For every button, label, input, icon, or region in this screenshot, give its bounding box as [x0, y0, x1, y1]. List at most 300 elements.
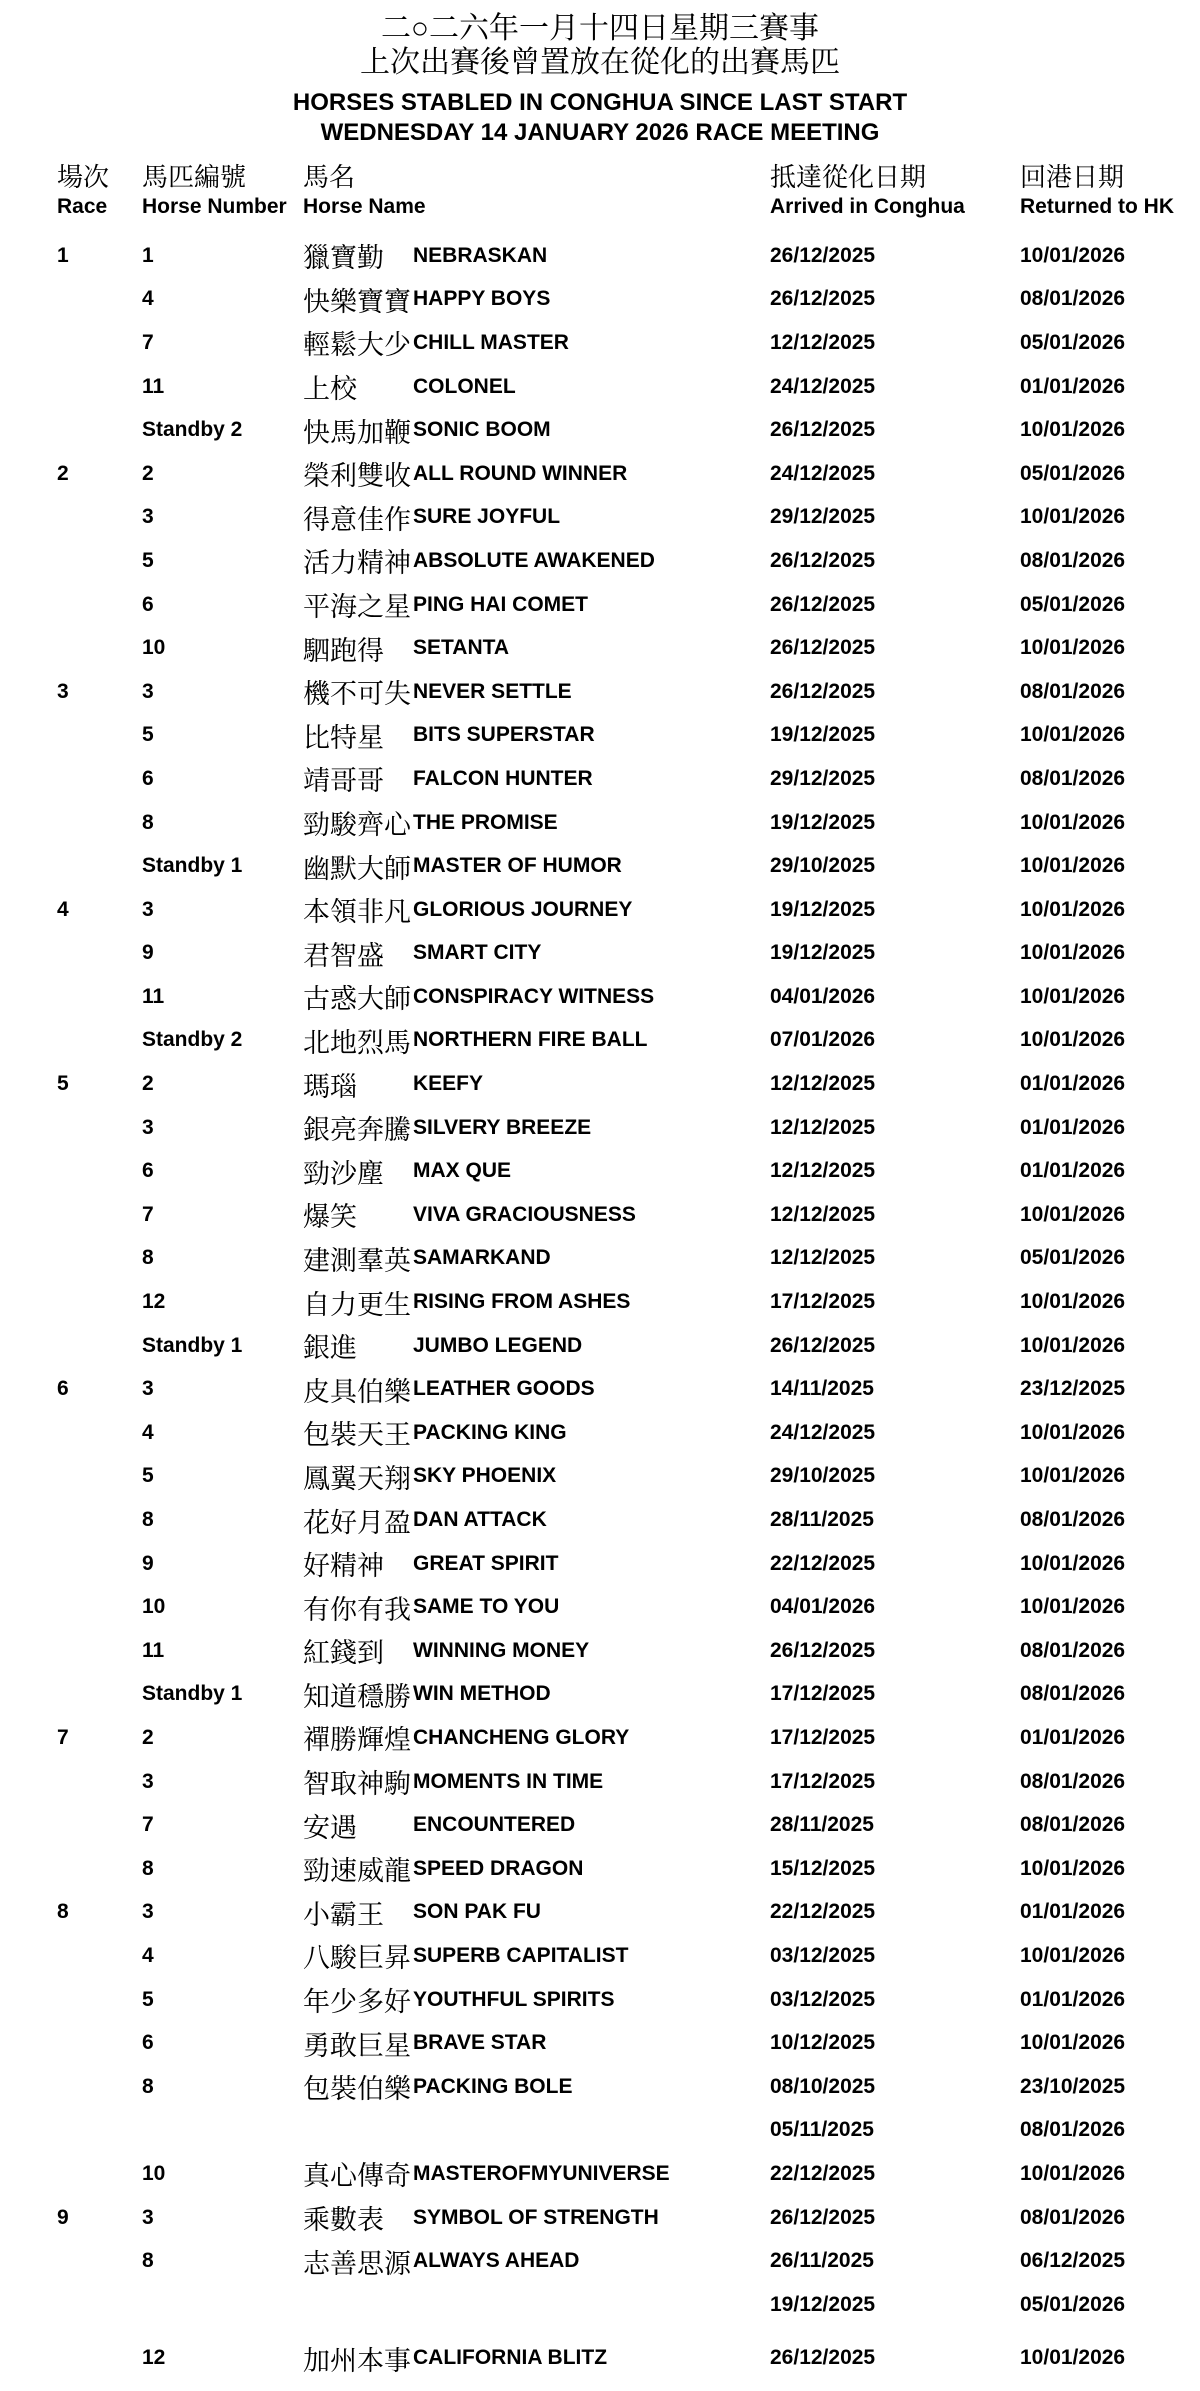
- horse-name-english-cell: SONIC BOOM: [413, 418, 551, 442]
- horse-name-english-cell: NEVER SETTLE: [413, 679, 572, 703]
- returned-date-cell: 08/01/2026: [1020, 766, 1126, 790]
- returned-date-cell: 10/01/2026: [1020, 243, 1126, 267]
- returned-date-cell: 08/01/2026: [1020, 1769, 1126, 1793]
- horse-number-cell: 5: [142, 723, 154, 747]
- returned-date-cell: 10/01/2026: [1020, 984, 1126, 1008]
- arrived-date-cell: 12/12/2025: [770, 1246, 876, 1270]
- horse-number-cell: 7: [142, 1813, 154, 1837]
- header-race-zh: 場次: [57, 162, 110, 192]
- horse-number-cell: 3: [142, 679, 154, 703]
- returned-date-cell: 10/01/2026: [1020, 2161, 1126, 2185]
- horse-name-english-cell: ALL ROUND WINNER: [413, 461, 628, 485]
- table-row: [0, 626, 1200, 670]
- horse-name-english-cell: FALCON HUNTER: [413, 766, 593, 790]
- table-row: [0, 2196, 1200, 2240]
- horse-name-chinese-cell: 有你有我: [303, 1594, 411, 1625]
- arrived-date-cell: 15/12/2025: [770, 1856, 876, 1880]
- arrived-date-cell: 17/12/2025: [770, 1290, 876, 1314]
- horse-name-english-cell: WIN METHOD: [413, 1682, 551, 1706]
- table-row: [0, 1585, 1200, 1629]
- horse-name-english-cell: CHILL MASTER: [413, 330, 569, 354]
- table-row: [0, 1716, 1200, 1760]
- header-horse-number-zh: 馬匹編號: [142, 162, 247, 192]
- arrived-date-cell: 26/12/2025: [770, 679, 876, 703]
- horse-name-chinese-cell: 乘數表: [303, 2205, 384, 2236]
- horse-number-cell: 3: [142, 1377, 154, 1401]
- arrived-date-cell: 26/12/2025: [770, 2346, 876, 2370]
- arrived-date-cell: 22/12/2025: [770, 1551, 876, 1575]
- returned-date-cell: 08/01/2026: [1020, 287, 1126, 311]
- table-row: [0, 496, 1200, 540]
- horse-number-cell: Standby 2: [142, 1028, 243, 1052]
- horse-name-english-cell: HAPPY BOYS: [413, 287, 551, 311]
- returned-date-cell: 01/01/2026: [1020, 1987, 1126, 2011]
- horse-name-chinese-cell: 鳳翼天翔: [303, 1463, 411, 1494]
- arrived-date-cell: 28/11/2025: [770, 1508, 874, 1532]
- column-headers-english: [0, 192, 1200, 222]
- horse-number-cell: 7: [142, 330, 154, 354]
- returned-date-cell: 01/01/2026: [1020, 1072, 1126, 1096]
- horse-name-english-cell: KEEFY: [413, 1072, 484, 1096]
- horse-name-chinese-cell: 瑪瑙: [303, 1071, 357, 1102]
- horse-number-cell: Standby 1: [142, 854, 243, 878]
- returned-date-cell: 05/01/2026: [1020, 1246, 1126, 1270]
- returned-date-cell: 10/01/2026: [1020, 854, 1126, 878]
- table-row: [0, 844, 1200, 888]
- horse-name-chinese-cell: 北地烈馬: [303, 1027, 411, 1058]
- arrived-date-cell: 26/12/2025: [770, 243, 876, 267]
- arrived-date-cell: 29/12/2025: [770, 505, 876, 529]
- race-number-cell: 2: [57, 461, 69, 485]
- table-row: [0, 1019, 1200, 1063]
- returned-date-cell: 10/01/2026: [1020, 1856, 1126, 1880]
- horse-number-cell: 8: [142, 2074, 154, 2098]
- horse-number-cell: 10: [142, 1595, 166, 1619]
- table-row: [0, 365, 1200, 409]
- horse-number-cell: 3: [142, 1115, 154, 1139]
- horse-name-chinese-cell: 幽默大師: [303, 853, 411, 884]
- arrived-date-cell: 17/12/2025: [770, 1769, 876, 1793]
- table-row: [0, 278, 1200, 322]
- race-number-cell: 6: [57, 1377, 69, 1401]
- arrived-date-cell: 28/11/2025: [770, 1813, 874, 1837]
- horse-number-cell: 5: [142, 548, 154, 572]
- horse-number-cell: 6: [142, 1159, 154, 1183]
- horse-name-english-cell: MASTER OF HUMOR: [413, 854, 622, 878]
- horse-name-chinese-cell: 靖哥哥: [303, 766, 384, 797]
- horse-name-chinese-cell: 比特星: [303, 722, 384, 753]
- returned-date-cell: 10/01/2026: [1020, 636, 1126, 660]
- horse-name-english-cell: SETANTA: [413, 636, 510, 660]
- returned-date-cell: 08/01/2026: [1020, 548, 1126, 572]
- returned-date-cell: 08/01/2026: [1020, 1508, 1126, 1532]
- horse-name-chinese-cell: 勁速威龍: [303, 1856, 411, 1887]
- header-horse-number-en: Horse Number: [142, 195, 287, 218]
- horse-number-cell: 8: [142, 810, 154, 834]
- table-row: [0, 2065, 1200, 2109]
- arrived-date-cell: 05/11/2025: [770, 2118, 874, 2142]
- arrived-date-cell: 19/12/2025: [770, 723, 876, 747]
- arrived-date-cell: 12/12/2025: [770, 1115, 876, 1139]
- horse-name-english-cell: NORTHERN FIRE BALL: [413, 1028, 648, 1052]
- horse-number-cell: 10: [142, 636, 166, 660]
- header-horse-name-en: Horse Name: [303, 195, 426, 218]
- arrived-date-cell: 24/12/2025: [770, 374, 876, 398]
- horse-name-chinese-cell: 榮利雙收: [303, 461, 411, 492]
- race-number-cell: 8: [57, 1900, 69, 1924]
- arrived-date-cell: 26/12/2025: [770, 592, 876, 616]
- table-row: [0, 234, 1200, 278]
- horse-name-chinese-cell: 真心傳奇: [303, 2161, 411, 2192]
- table-row: [0, 1629, 1200, 1673]
- horse-number-cell: 4: [142, 1943, 154, 1967]
- arrived-date-cell: 26/12/2025: [770, 1638, 876, 1662]
- horse-name-english-cell: SILVERY BREEZE: [413, 1115, 592, 1139]
- horse-number-cell: 3: [142, 897, 154, 921]
- horse-number-cell: 2: [142, 461, 154, 485]
- horse-name-english-cell: JUMBO LEGEND: [413, 1333, 583, 1357]
- table-row: [0, 801, 1200, 845]
- horse-name-english-cell: MASTEROFMYUNIVERSE: [413, 2161, 670, 2185]
- arrived-date-cell: 26/12/2025: [770, 548, 876, 572]
- horse-name-english-cell: MAX QUE: [413, 1159, 512, 1183]
- table-row: [0, 321, 1200, 365]
- horse-name-chinese-cell: 得意佳作: [303, 504, 411, 535]
- race-number-cell: 4: [57, 897, 69, 921]
- horse-name-chinese-cell: 本領非凡: [303, 897, 411, 928]
- table-row: [0, 583, 1200, 627]
- table-row: [0, 1280, 1200, 1324]
- arrived-date-cell: 03/12/2025: [770, 1987, 876, 2011]
- horse-name-chinese-cell: 志善思源: [303, 2248, 411, 2279]
- table-row: [0, 670, 1200, 714]
- horse-number-cell: 7: [142, 1202, 154, 1226]
- arrived-date-cell: 26/12/2025: [770, 418, 876, 442]
- horse-number-cell: Standby 1: [142, 1333, 243, 1357]
- arrived-date-cell: 26/12/2025: [770, 1333, 876, 1357]
- header-arrived-en: Arrived in Conghua: [770, 195, 965, 218]
- horse-number-cell: 11: [142, 374, 165, 398]
- horse-name-chinese-cell: 自力更生: [303, 1289, 411, 1320]
- horse-name-chinese-cell: 知道穩勝: [303, 1681, 411, 1712]
- header-returned-en: Returned to HK: [1020, 195, 1174, 218]
- arrived-date-cell: 12/12/2025: [770, 1072, 876, 1096]
- horse-name-english-cell: SYMBOL OF STRENGTH: [413, 2205, 659, 2229]
- horse-name-english-cell: SUPERB CAPITALIST: [413, 1943, 629, 1967]
- arrived-date-cell: 04/01/2026: [770, 1595, 876, 1619]
- horse-name-english-cell: SURE JOYFUL: [413, 505, 561, 529]
- horse-name-chinese-cell: 加州本事: [303, 2345, 411, 2376]
- arrived-date-cell: 12/12/2025: [770, 330, 876, 354]
- returned-date-cell: 10/01/2026: [1020, 1595, 1126, 1619]
- race-number-cell: 3: [57, 679, 69, 703]
- horse-name-chinese-cell: 獵寶勤: [303, 243, 384, 274]
- horse-number-cell: 10: [142, 2161, 166, 2185]
- returned-date-cell: 10/01/2026: [1020, 1290, 1126, 1314]
- returned-date-cell: 10/01/2026: [1020, 941, 1126, 965]
- returned-date-cell: 08/01/2026: [1020, 2205, 1126, 2229]
- arrived-date-cell: 08/10/2025: [770, 2074, 876, 2098]
- arrived-date-cell: 26/12/2025: [770, 2205, 876, 2229]
- returned-date-cell: 10/01/2026: [1020, 897, 1126, 921]
- horse-name-chinese-cell: 爆笑: [303, 1202, 357, 1233]
- horse-name-english-cell: SAMARKAND: [413, 1246, 551, 1270]
- horse-name-english-cell: ENCOUNTERED: [413, 1813, 576, 1837]
- table-row: [0, 1193, 1200, 1237]
- returned-date-cell: 10/01/2026: [1020, 2031, 1126, 2055]
- horse-number-cell: 8: [142, 1246, 154, 1270]
- race-number-cell: 1: [57, 243, 69, 267]
- table-row: [0, 1542, 1200, 1586]
- horse-number-cell: 6: [142, 592, 154, 616]
- returned-date-cell: 23/12/2025: [1020, 1377, 1126, 1401]
- horse-number-cell: Standby 2: [142, 418, 243, 442]
- returned-date-cell: 01/01/2026: [1020, 1159, 1126, 1183]
- horse-number-cell: Standby 1: [142, 1682, 243, 1706]
- table-row: [0, 1062, 1200, 1106]
- arrived-date-cell: 29/10/2025: [770, 1464, 876, 1488]
- horse-name-english-cell: BITS SUPERSTAR: [413, 723, 595, 747]
- arrived-date-cell: 03/12/2025: [770, 1943, 876, 1967]
- returned-date-cell: 10/01/2026: [1020, 1202, 1126, 1226]
- horse-name-english-cell: CALIFORNIA BLITZ: [413, 2346, 608, 2370]
- horse-name-english-cell: GLORIOUS JOURNEY: [413, 897, 633, 921]
- returned-date-cell: 05/01/2026: [1020, 2292, 1126, 2316]
- horse-name-chinese-cell: 銀亮奔騰: [303, 1115, 411, 1146]
- arrived-date-cell: 24/12/2025: [770, 461, 876, 485]
- returned-date-cell: 01/01/2026: [1020, 1115, 1126, 1139]
- race-number-cell: 7: [57, 1725, 69, 1749]
- horse-number-cell: 8: [142, 1508, 154, 1532]
- returned-date-cell: 10/01/2026: [1020, 1551, 1126, 1575]
- horse-name-english-cell: RISING FROM ASHES: [413, 1290, 631, 1314]
- table-row: [0, 1673, 1200, 1717]
- horse-number-cell: 6: [142, 766, 154, 790]
- table-row: [0, 2239, 1200, 2283]
- horse-name-chinese-cell: 活力精神: [303, 548, 411, 579]
- arrived-date-cell: 22/12/2025: [770, 1900, 876, 1924]
- horse-number-cell: 6: [142, 2031, 154, 2055]
- arrived-date-cell: 17/12/2025: [770, 1725, 876, 1749]
- horse-number-cell: 3: [142, 1769, 154, 1793]
- arrived-date-cell: 04/01/2026: [770, 984, 876, 1008]
- table-row: [0, 2152, 1200, 2196]
- horse-number-cell: 9: [142, 1551, 154, 1575]
- horse-number-cell: 9: [142, 941, 154, 965]
- returned-date-cell: 10/01/2026: [1020, 2346, 1126, 2370]
- table-row: [0, 932, 1200, 976]
- returned-date-cell: 10/01/2026: [1020, 1028, 1126, 1052]
- table-row: [0, 1367, 1200, 1411]
- returned-date-cell: 01/01/2026: [1020, 1725, 1126, 1749]
- horse-name-chinese-cell: 包裝伯樂: [303, 2074, 411, 2105]
- arrived-date-cell: 19/12/2025: [770, 897, 876, 921]
- table-row: [0, 2337, 1200, 2381]
- horse-number-cell: 2: [142, 1725, 154, 1749]
- horse-name-chinese-cell: 古惑大師: [303, 984, 411, 1015]
- arrived-date-cell: 19/12/2025: [770, 941, 876, 965]
- title-english-line1: HORSES STABLED IN CONGHUA SINCE LAST START: [292, 89, 908, 116]
- table-row: [0, 1324, 1200, 1368]
- returned-date-cell: 01/01/2026: [1020, 374, 1126, 398]
- returned-date-cell: 10/01/2026: [1020, 505, 1126, 529]
- horse-name-chinese-cell: 紅錢到: [303, 1638, 384, 1669]
- horse-name-english-cell: VIVA GRACIOUSNESS: [413, 1202, 636, 1226]
- horse-name-chinese-cell: 年少多好: [303, 1987, 411, 2018]
- arrived-date-cell: 26/12/2025: [770, 287, 876, 311]
- horse-name-english-cell: NEBRASKAN: [413, 243, 548, 267]
- horse-name-chinese-cell: 快馬加鞭: [303, 417, 411, 448]
- returned-date-cell: 10/01/2026: [1020, 418, 1126, 442]
- horse-name-english-cell: GREAT SPIRIT: [413, 1551, 559, 1575]
- horse-name-chinese-cell: 好精神: [303, 1551, 384, 1582]
- horse-name-chinese-cell: 禪勝輝煌: [303, 1725, 411, 1756]
- horse-number-cell: 4: [142, 1420, 154, 1444]
- arrived-date-cell: 17/12/2025: [770, 1682, 876, 1706]
- title-chinese-line1: 二○二六年一月十四日星期三賽事: [380, 12, 820, 45]
- horse-name-english-cell: LEATHER GOODS: [413, 1377, 595, 1401]
- horse-number-cell: 5: [142, 1464, 154, 1488]
- returned-date-cell: 10/01/2026: [1020, 1420, 1126, 1444]
- horse-name-chinese-cell: 八駿巨昇: [303, 1943, 411, 1974]
- arrived-date-cell: 29/10/2025: [770, 854, 876, 878]
- header-race-en: Race: [57, 195, 108, 218]
- table-row: [0, 1498, 1200, 1542]
- table-row: [0, 888, 1200, 932]
- table-row: [0, 975, 1200, 1019]
- returned-date-cell: 10/01/2026: [1020, 1333, 1126, 1357]
- title-chinese-line2: 上次出賽後曾置放在從化的出賽馬匹: [360, 46, 840, 79]
- horse-name-chinese-cell: 包裝天王: [303, 1420, 411, 1451]
- horse-name-chinese-cell: 平海之星: [303, 592, 411, 623]
- returned-date-cell: 08/01/2026: [1020, 1682, 1126, 1706]
- horse-name-chinese-cell: 小霸王: [303, 1899, 384, 1930]
- table-row: [0, 539, 1200, 583]
- horse-number-cell: 12: [142, 2346, 166, 2370]
- arrived-date-cell: 22/12/2025: [770, 2161, 876, 2185]
- horse-name-english-cell: SMART CITY: [413, 941, 542, 965]
- horse-number-cell: 2: [142, 1072, 154, 1096]
- header-returned-zh: 回港日期: [1020, 162, 1125, 192]
- horse-name-chinese-cell: 君智盛: [303, 940, 384, 971]
- arrived-date-cell: 29/12/2025: [770, 766, 876, 790]
- horse-name-chinese-cell: 銀進: [303, 1333, 357, 1364]
- arrived-date-cell: 19/12/2025: [770, 810, 876, 834]
- table-row: [0, 2021, 1200, 2065]
- returned-date-cell: 08/01/2026: [1020, 2118, 1126, 2142]
- horse-name-english-cell: ABSOLUTE AWAKENED: [413, 548, 655, 572]
- horse-name-chinese-cell: 勇敢巨星: [303, 2030, 411, 2061]
- table-row: [0, 1803, 1200, 1847]
- horse-name-chinese-cell: 駟跑得: [303, 635, 384, 666]
- arrived-date-cell: 19/12/2025: [770, 2292, 876, 2316]
- header-arrived-zh: 抵達從化日期: [770, 162, 927, 192]
- horse-name-chinese-cell: 勁沙塵: [303, 1158, 384, 1189]
- table-row: [0, 1106, 1200, 1150]
- horse-name-chinese-cell: 上校: [303, 374, 357, 405]
- horse-number-cell: 5: [142, 1987, 154, 2011]
- returned-date-cell: 10/01/2026: [1020, 1464, 1126, 1488]
- horse-name-english-cell: WINNING MONEY: [413, 1638, 590, 1662]
- horse-name-english-cell: ALWAYS AHEAD: [413, 2249, 580, 2273]
- horse-name-english-cell: THE PROMISE: [413, 810, 558, 834]
- header-horse-name-zh: 馬名: [303, 162, 356, 192]
- table-row: [0, 714, 1200, 758]
- table-row: [0, 1847, 1200, 1891]
- returned-date-cell: 05/01/2026: [1020, 461, 1126, 485]
- horse-name-english-cell: MOMENTS IN TIME: [413, 1769, 604, 1793]
- returned-date-cell: 01/01/2026: [1020, 1900, 1126, 1924]
- horse-name-english-cell: YOUTHFUL SPIRITS: [413, 1987, 615, 2011]
- horse-number-cell: 8: [142, 2249, 154, 2273]
- arrived-date-cell: 14/11/2025: [770, 1377, 874, 1401]
- horse-name-chinese-cell: 智取神駒: [303, 1769, 411, 1800]
- arrived-date-cell: 10/12/2025: [770, 2031, 876, 2055]
- horse-number-cell: 3: [142, 505, 154, 529]
- returned-date-cell: 23/10/2025: [1020, 2074, 1126, 2098]
- horse-number-cell: 1: [142, 243, 154, 267]
- table-row: [0, 2109, 1200, 2153]
- table-body: [0, 234, 1200, 2380]
- table-row: [0, 1978, 1200, 2022]
- table-row: [0, 452, 1200, 496]
- returned-date-cell: 10/01/2026: [1020, 723, 1126, 747]
- arrived-date-cell: 12/12/2025: [770, 1159, 876, 1183]
- race-number-cell: 9: [57, 2205, 69, 2229]
- table-row: [0, 1411, 1200, 1455]
- horse-name-chinese-cell: 快樂寶寶: [303, 286, 411, 317]
- horse-name-english-cell: PING HAI COMET: [413, 592, 589, 616]
- returned-date-cell: 10/01/2026: [1020, 1943, 1126, 1967]
- horse-name-english-cell: COLONEL: [413, 374, 516, 398]
- horse-name-chinese-cell: 勁駿齊心: [303, 810, 411, 841]
- horse-name-english-cell: PACKING KING: [413, 1420, 567, 1444]
- horse-name-chinese-cell: 皮具伯樂: [303, 1376, 411, 1407]
- horse-name-chinese-cell: 建測羣英: [303, 1245, 411, 1276]
- race-number-cell: 5: [57, 1072, 69, 1096]
- horse-number-cell: 3: [142, 2205, 154, 2229]
- table-row: [0, 1934, 1200, 1978]
- table-row: [0, 1149, 1200, 1193]
- horse-name-english-cell: SON PAK FU: [413, 1900, 541, 1924]
- returned-date-cell: 10/01/2026: [1020, 810, 1126, 834]
- horse-name-english-cell: DAN ATTACK: [413, 1508, 547, 1532]
- horse-name-chinese-cell: 輕鬆大少: [303, 330, 411, 361]
- returned-date-cell: 08/01/2026: [1020, 1813, 1126, 1837]
- arrived-date-cell: 26/11/2025: [770, 2249, 874, 2273]
- returned-date-cell: 05/01/2026: [1020, 592, 1126, 616]
- returned-date-cell: 08/01/2026: [1020, 679, 1126, 703]
- horse-number-cell: 11: [142, 1638, 165, 1662]
- table-row: [0, 1891, 1200, 1935]
- horse-name-english-cell: CHANCHENG GLORY: [413, 1725, 630, 1749]
- table-row: [0, 408, 1200, 452]
- table-row: [0, 1760, 1200, 1804]
- table-row: [0, 1237, 1200, 1281]
- arrived-date-cell: 12/12/2025: [770, 1202, 876, 1226]
- horse-name-chinese-cell: 花好月盈: [303, 1507, 411, 1538]
- horse-number-cell: 4: [142, 287, 154, 311]
- horse-name-english-cell: BRAVE STAR: [413, 2031, 547, 2055]
- returned-date-cell: 05/01/2026: [1020, 330, 1126, 354]
- arrived-date-cell: 07/01/2026: [770, 1028, 876, 1052]
- title-block: [0, 12, 1200, 148]
- horse-number-cell: 8: [142, 1856, 154, 1880]
- arrived-date-cell: 26/12/2025: [770, 636, 876, 660]
- horse-number-cell: 11: [142, 984, 165, 1008]
- arrived-date-cell: 24/12/2025: [770, 1420, 876, 1444]
- table-row: [0, 2283, 1200, 2327]
